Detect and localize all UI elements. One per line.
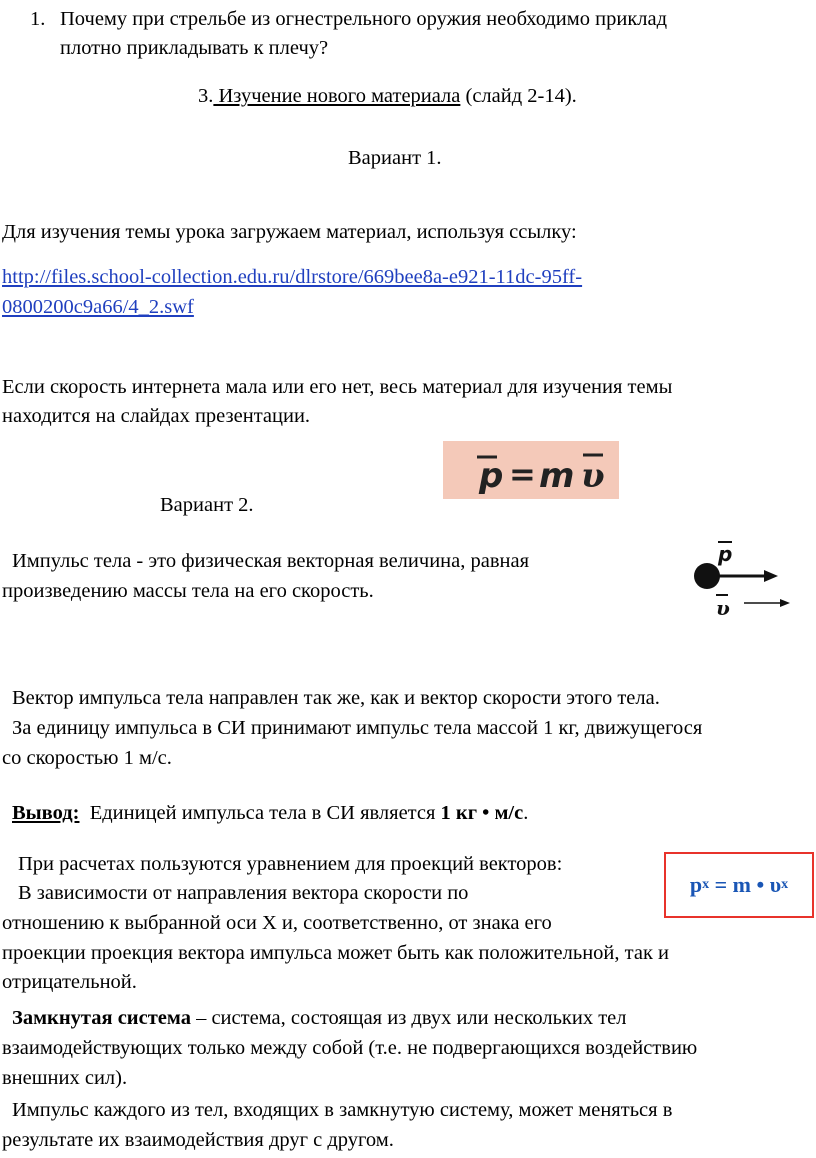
closed-system-line2: взаимодействующих только между собой (т.е. не подвергающихся воздействию [2,1037,698,1059]
list-item-1-line1: Почему при стрельбе из огнестрельного оружия необходимо приклад [60,8,668,30]
closed-system-line3: внешних сил). [2,1067,128,1089]
definition-line2: произведению массы тела на его скорость. [2,580,374,602]
list-item-1-line2: плотно прикладывать к плечу? [60,37,329,59]
closed-system-rest: – система, состоящая из двух или нескольких тел [190,1007,627,1029]
conclusion-end: . [523,802,529,824]
momentum-formula-image [443,441,619,499]
momentum-change-line1: Импульс каждого из тел, входящих в замкнутую систему, может меняться в [12,1099,673,1121]
formula-v: υ [581,456,605,496]
resource-link-line2[interactable]: 0800200c9a66/4_2.swf [2,296,194,318]
projection-sub-x: x [702,877,710,892]
direction-line2: За единицу импульса в СИ принимают импульс тела массой 1 кг, движущегося [12,717,703,739]
list-number: 1. [30,8,46,30]
list-item-1 [30,7,45,31]
projection-line1: При расчетах пользуются уравнением для проекций векторов: [18,853,563,875]
vector-v-label: υ [716,596,730,620]
vector-p-label: p [718,542,733,566]
momentum-change-line2: результате их взаимодействия друг с другом. [2,1129,394,1151]
slow-internet-line1: Если скорость интернета мала или его нет, весь материал для изучения темы [2,376,673,398]
conclusion-unit: 1 кг • м/с [440,802,524,824]
direction-line3: со скоростью 1 м/с. [2,747,172,769]
variant-2-heading: Вариант 2. [160,494,254,516]
section-number: 3. [198,85,214,107]
formula-equals: = [509,455,536,493]
projection-line5: отрицательной. [2,971,137,993]
conclusion [12,801,528,825]
variant-1-heading: Вариант 1. [348,147,442,169]
projection-sub-x2: x [781,877,789,892]
projection-formula-box [664,852,814,918]
direction-line1: Вектор импульса тела направлен так же, как и вектор скорости этого тела. [12,687,660,709]
projection-line3: отношению к выбранной оси Х и, соответственно, от знака его [2,912,552,934]
section-suffix: (слайд 2-14). [460,85,577,107]
conclusion-label: Вывод: [12,802,80,824]
definition-line1: Импульс тела - это физическая векторная величина, равная [12,550,530,572]
closed-system-line1 [12,1006,627,1030]
slow-internet-line2: находится на слайдах презентации. [2,405,311,427]
projection-mid: = m • υ [709,872,782,897]
projection-line4: проекции проекция вектора импульса может быть как положительной, так и [2,942,670,964]
projection-p: p [689,872,703,897]
body-dot [694,563,720,589]
intro-text: Для изучения темы урока загружаем материал, используя ссылку: [2,221,577,243]
resource-link-line1[interactable]: http://files.school-collection.edu.ru/dlrstore/669bee8a-e921-11dc-95ff- [2,266,583,288]
projection-line2: В зависимости от направления вектора скорости по [18,882,469,904]
section-title: Изучение нового материала [213,85,461,107]
formula-m: m [539,456,575,496]
vector-diagram [690,537,800,622]
closed-system-term: Замкнутая система [12,1007,191,1029]
section-heading [198,84,577,108]
formula-p: p [479,456,504,496]
conclusion-text: Единицей импульса тела в СИ является [79,802,441,824]
